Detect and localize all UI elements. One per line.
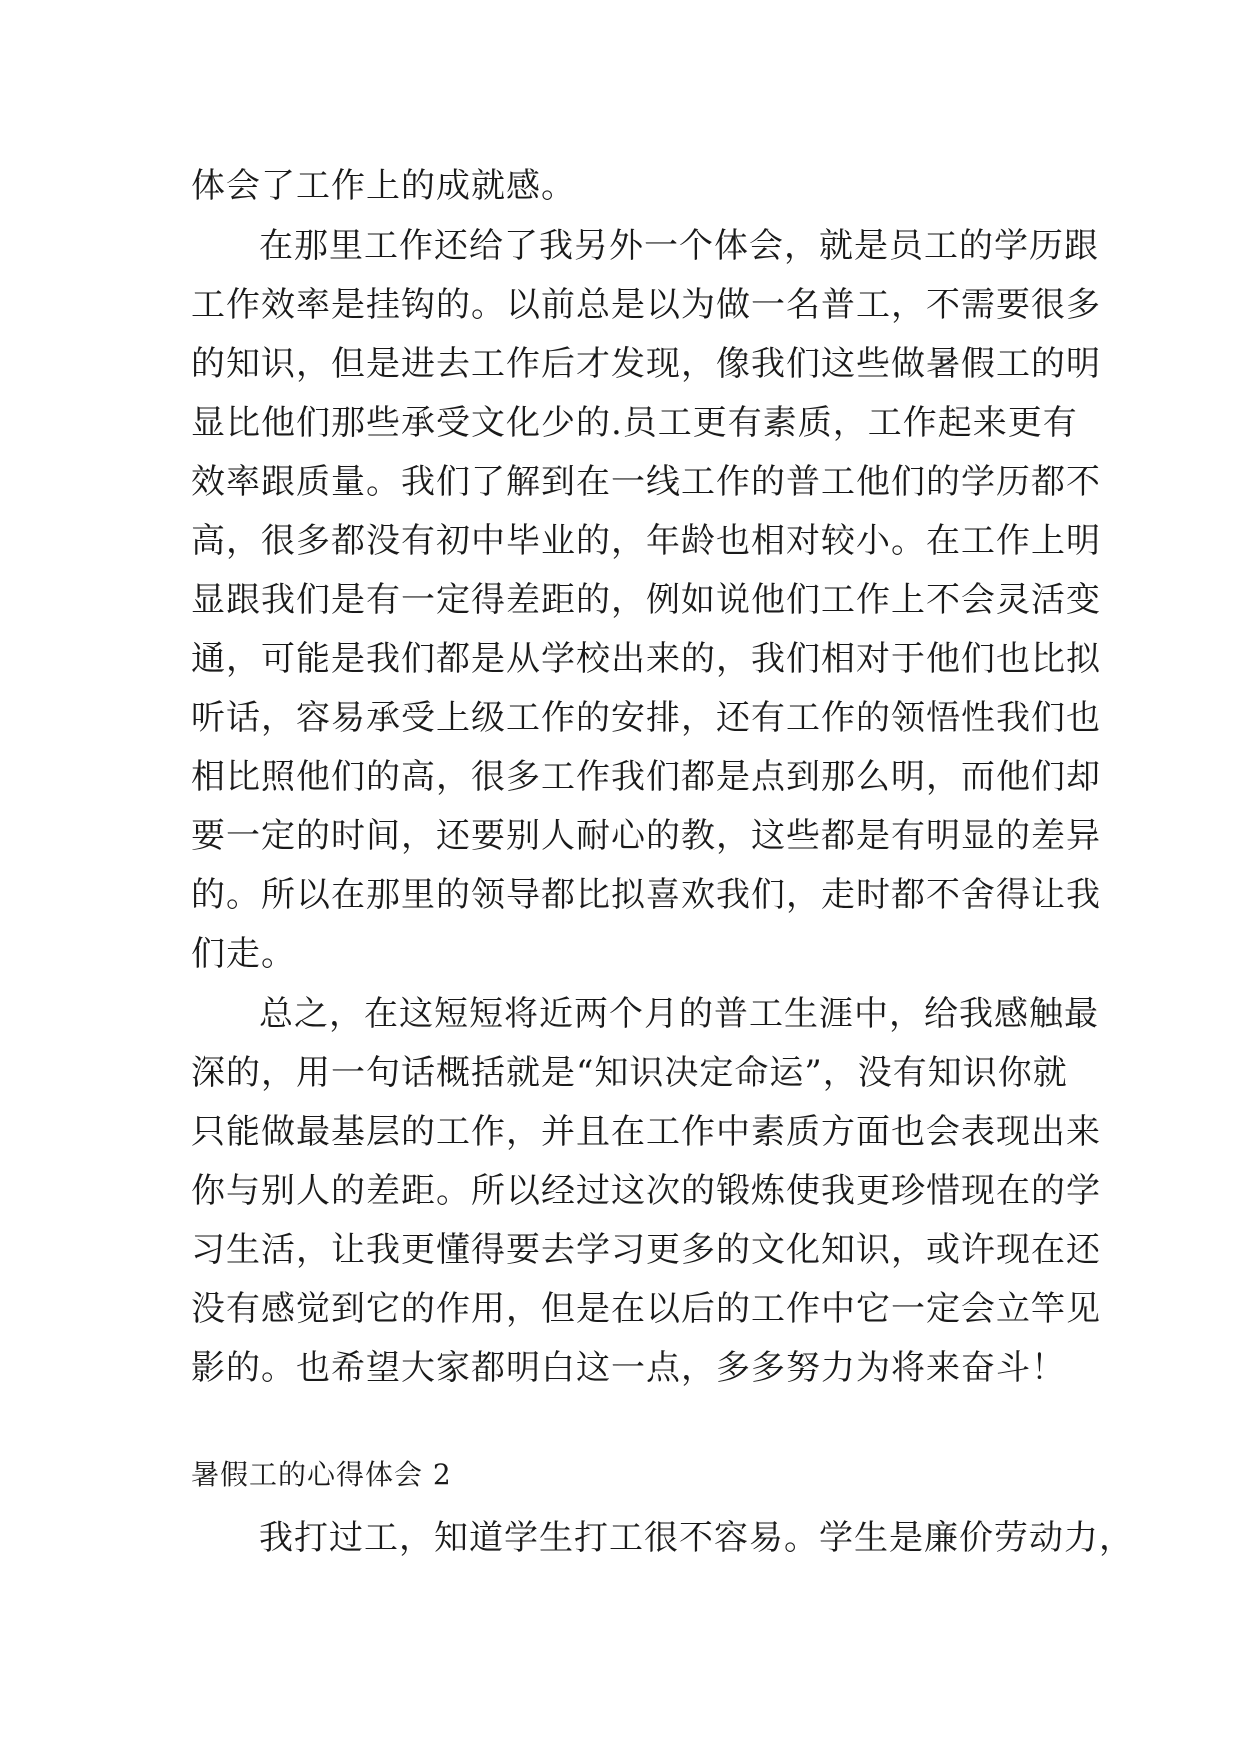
paragraph-line: 我打过工，知道学生打工很不容易。学生是廉价劳动力，: [259, 1518, 1134, 1558]
paragraph-line: 高，很多都没有初中毕业的，年龄也相对较小。在工作上明: [191, 521, 1101, 561]
paragraph-line: 要一定的时间，还要别人耐心的教，这些都是有明显的差异: [191, 816, 1101, 856]
paragraph-line: 总之，在这短短将近两个月的普工生涯中，给我感触最: [259, 994, 1099, 1034]
paragraph-line: 体会了工作上的成就感。: [191, 166, 576, 206]
paragraph-line: 工作效率是挂钩的。以前总是以为做一名普工，不需要很多: [191, 285, 1101, 325]
paragraph-line: 在那里工作还给了我另外一个体会，就是员工的学历跟: [259, 226, 1099, 266]
paragraph-line: 的知识，但是进去工作后才发现，像我们这些做暑假工的明: [191, 344, 1101, 384]
section-heading: 暑假工的心得体会 2: [191, 1458, 452, 1491]
paragraph-line: 没有感觉到它的作用，但是在以后的工作中它一定会立竿见: [191, 1289, 1101, 1329]
paragraph-line: 们走。: [191, 934, 296, 974]
paragraph-line: 深的，用一句话概括就是“知识决定命运”，没有知识你就: [191, 1053, 1068, 1093]
paragraph-line: 效率跟质量。我们了解到在一线工作的普工他们的学历都不: [191, 462, 1101, 502]
paragraph-line: 习生活，让我更懂得要去学习更多的文化知识，或许现在还: [191, 1230, 1101, 1270]
paragraph-line: 相比照他们的高，很多工作我们都是点到那么明，而他们却: [191, 757, 1101, 797]
paragraph-line: 只能做最基层的工作，并且在工作中素质方面也会表现出来: [191, 1112, 1101, 1152]
paragraph-line: 你与别人的差距。所以经过这次的锻炼使我更珍惜现在的学: [191, 1171, 1101, 1211]
paragraph-line: 听话，容易承受上级工作的安排，还有工作的领悟性我们也: [191, 698, 1101, 738]
paragraph-line: 显跟我们是有一定得差距的，例如说他们工作上不会灵活变: [191, 580, 1101, 620]
paragraph-line: 通，可能是我们都是从学校出来的，我们相对于他们也比拟: [191, 639, 1101, 679]
paragraph-line: 显比他们那些承受文化少的.员工更有素质，工作起来更有: [191, 403, 1078, 443]
paragraph-line: 影的。也希望大家都明白这一点，多多努力为将来奋斗！: [191, 1348, 1066, 1388]
paragraph-line: 的。所以在那里的领导都比拟喜欢我们，走时都不舍得让我: [191, 875, 1101, 915]
